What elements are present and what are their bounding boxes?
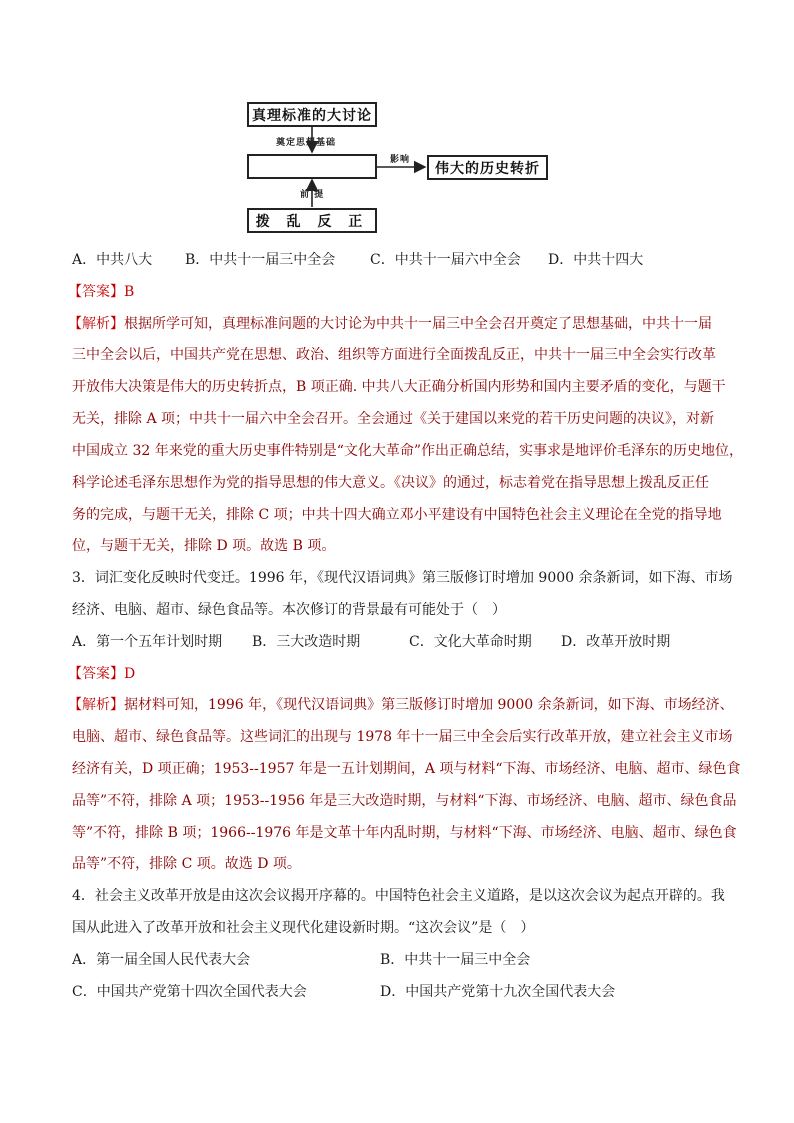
q2-option-d[interactable]: D．中共十四大: [548, 252, 644, 268]
q2-analysis-line-5: 中国成立 32 年来党的重大历史事件特别是“文化大革命”作出正确总结，实事求是地评价毛泽东的历史地位，: [72, 443, 744, 459]
q2-analysis-line-2: 三中全会以后，中国共产党在思想、政治、组织等方面进行全面拨乱反正，中共十一届三中全会实行改革: [72, 347, 716, 363]
q2-options: [72, 250, 732, 270]
q4-stem-line-2: 国从此进入了改革开放和社会主义现代化建设新时期。“这次会议”是（ ）: [72, 920, 535, 936]
q4-option-b[interactable]: B．中共十一届三中全会: [380, 952, 531, 968]
q3-stem-line-2: 经济、电脑、超市、绿色食品等。本次修订的背景最有可能处于（ ）: [72, 602, 506, 618]
q3-analysis-tag: 【解析】: [68, 697, 124, 713]
q4-option-a[interactable]: A．第一届全国人民代表大会: [72, 952, 251, 968]
bottom-box: 拨 乱 反 正: [247, 208, 377, 233]
q3-analysis-line-1: [68, 695, 734, 715]
q3-analysis-line-3: 经济有关，D 项正确；1953--1957 年是一五计划期间，A 项与材料“下海、市场经济、电脑、超市、绿色食: [72, 761, 741, 777]
top-box: 真理标准的大讨论: [247, 102, 377, 127]
q2-analysis-line-4: 无关，排除 A 项；中共十一届六中全会召开。全会通过《关于建国以来党的若干历史问题的决议》，对新: [72, 411, 715, 427]
q3-option-b[interactable]: B．三大改造时期: [252, 634, 361, 650]
q3-option-c[interactable]: C．文化大革命时期: [409, 634, 532, 650]
middle-box: [247, 154, 377, 179]
label-premise: 前 提: [300, 190, 325, 200]
q3-answer-tag: 【答案】: [68, 666, 124, 682]
q4-option-d[interactable]: D．中国共产党第十九次全国代表大会: [380, 984, 616, 1000]
q3-answer-value: D: [124, 666, 136, 682]
q2-answer-value: B: [124, 284, 135, 300]
q2-option-c[interactable]: C．中共十一届六中全会: [370, 252, 521, 268]
q3-analysis-line-4: 品等”不符，排除 A 项；1953--1956 年是三大改造时期，与材料“下海、市场经济、电脑、超市、绿色食品: [72, 793, 737, 809]
label-influence: 影响: [390, 155, 411, 165]
diagram-arrows: [0, 0, 794, 245]
q3-analysis-line-5: 等”不符，排除 B 项；1966--1976 年是文革十年内乱时期，与材料“下海、市场经济、电脑、超市、绿色食: [72, 825, 737, 841]
q4-stem-line-1: 4．社会主义改革开放是由这次会议揭开序幕的。中国特色社会主义道路，是以这次会议为起点开辟的。我: [72, 888, 725, 904]
q3-stem-line-1: 3．词汇变化反映时代变迁。1996 年，《现代汉语词典》第三版修订时增加 9000 余条新词，如下海、市场: [72, 570, 733, 586]
q3-analysis-text-1: 据材料可知，1996 年，《现代汉语词典》第三版修订时增加 9000 余条新词，如下海、市场经济、: [124, 697, 734, 713]
q4-options-row-1: [72, 950, 732, 970]
q2-analysis-line-7: 务的完成，与题干无关，排除 C 项；中共十四大确立邓小平建设有中国特色社会主义理论在全党的指导地: [72, 507, 722, 523]
right-box: 伟大的历史转折: [427, 155, 548, 180]
flow-diagram: [0, 0, 794, 245]
q2-analysis-line-1: [68, 314, 728, 334]
q3-analysis-line-2: 电脑、超市、绿色食品等。这些词汇的出现与 1978 年十一届三中全会后实行改革开放，建立社会主义市场: [72, 729, 733, 745]
q2-option-a[interactable]: A．中共八大: [72, 252, 153, 268]
q3-analysis-line-6: 品等”不符，排除 C 项。故选 D 项。: [72, 856, 301, 872]
q3-answer: [68, 664, 728, 684]
q4-options-row-2: [72, 982, 732, 1002]
q2-analysis-line-3: 开放伟大决策是伟大的历史转折点，B 项正确. 中共八大正确分析国内形势和国内主要矛盾的变化，与题干: [72, 379, 726, 395]
q2-option-b[interactable]: B．中共十一届三中全会: [185, 252, 336, 268]
q2-analysis-line-6: 科学论述毛泽东思想作为党的指导思想的伟大意义。《决议》的通过，标志着党在指导思想上拨乱反正任: [72, 475, 709, 491]
q2-analysis-text-1: 根据所学可知，真理标准问题的大讨论为中共十一届三中全会召开奠定了思想基础，中共十一届: [124, 316, 712, 332]
q2-analysis-line-8: 位，与题干无关，排除 D 项。故选 B 项。: [72, 538, 336, 554]
q3-option-a[interactable]: A．第一个五年计划时期: [72, 634, 223, 650]
q2-answer-tag: 【答案】: [68, 284, 124, 300]
q3-options: [72, 632, 732, 652]
q2-answer: [68, 282, 728, 302]
label-foundation: 奠定思想基础: [276, 138, 337, 148]
q3-option-d[interactable]: D．改革开放时期: [561, 634, 671, 650]
q4-option-c[interactable]: C．中国共产党第十四次全国代表大会: [72, 984, 307, 1000]
q2-analysis-tag: 【解析】: [68, 316, 124, 332]
